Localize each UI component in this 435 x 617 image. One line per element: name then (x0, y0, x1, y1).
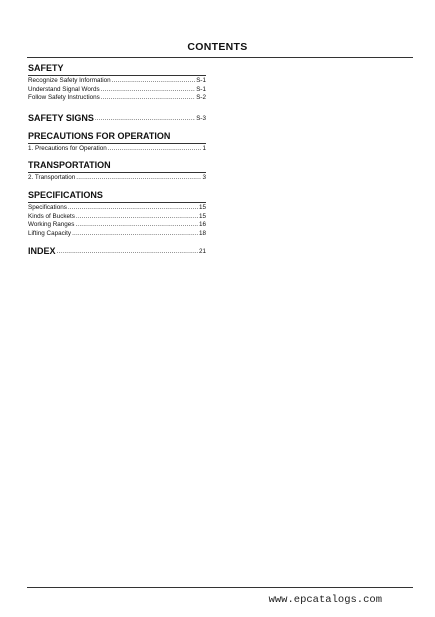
toc-entry-label: Working Ranges (28, 221, 75, 229)
toc-section-safety-signs (28, 112, 206, 124)
title-rule (27, 57, 413, 58)
toc-section-transportation (28, 160, 206, 183)
toc-entry-label: Follow Safety Instructions (28, 94, 100, 102)
leader-dots (76, 174, 201, 183)
toc-heading-safety: SAFETY (28, 63, 64, 73)
leader-dots (76, 213, 198, 222)
toc-heading-transportation: TRANSPORTATION (28, 160, 111, 171)
toc-entry-label: Specifications (28, 203, 67, 211)
footer-rule (27, 587, 413, 588)
toc-entry-page: 3 (202, 174, 206, 182)
toc-heading-specifications: SPECIFICATIONS (28, 189, 103, 200)
toc-entry-page: 18 (198, 229, 206, 237)
toc-heading-index: INDEX (28, 246, 56, 257)
toc-entry-label: Lifting Capacity (28, 229, 72, 237)
toc-entry-page: 16 (198, 221, 206, 229)
toc-entry-label: 2. Transportation (28, 174, 76, 182)
toc-entry-page: 15 (198, 203, 206, 211)
toc-entry-label: Understand Signal Words (28, 85, 100, 93)
leader-dots (72, 230, 198, 239)
leader-dots (68, 204, 198, 213)
section-rule (28, 143, 206, 144)
toc-entry-page: S-1 (196, 77, 206, 84)
toc-section-precautions (28, 131, 206, 154)
toc-entry[interactable] (28, 174, 206, 183)
section-rule (28, 75, 206, 76)
toc-heading-precautions: PRECAUTIONS FOR OPERATION (28, 130, 171, 141)
leader-dots (112, 77, 196, 86)
toc-entry-page: 1 (202, 144, 206, 152)
leader-dots (57, 245, 198, 257)
toc-heading-safety-signs: SAFETY SIGNS (28, 112, 94, 123)
toc-entry-label: 1. Precautions for Operation (28, 144, 107, 152)
toc-section-specifications (28, 190, 206, 238)
toc-entry[interactable] (28, 77, 206, 86)
toc-entry-label: Recognize Safety Information (28, 77, 111, 84)
toc-entry[interactable] (28, 213, 206, 222)
toc-section-index (28, 245, 206, 257)
toc-entry[interactable] (28, 221, 206, 230)
toc-entry-page: 15 (198, 212, 206, 220)
toc-entry[interactable] (28, 94, 206, 103)
toc-entry[interactable] (28, 145, 206, 154)
leader-dots (75, 221, 198, 230)
footer-url: www.epcatalogs.com (268, 594, 382, 606)
toc-entry[interactable] (28, 204, 206, 213)
toc-entry[interactable] (28, 230, 206, 239)
leader-dots (101, 94, 195, 103)
toc-section-safety (28, 63, 206, 103)
section-rule (28, 202, 206, 203)
leader-dots (108, 145, 202, 154)
toc-entry-page: S-1 (196, 85, 206, 93)
toc-entry-label: Kinds of Buckets (28, 212, 75, 220)
toc-entry-safety-signs[interactable] (28, 112, 206, 124)
page-title: CONTENTS (187, 41, 248, 53)
toc-entry-page: S-3 (196, 114, 206, 122)
toc-entry-page: S-2 (196, 94, 206, 102)
leader-dots (101, 86, 196, 95)
toc-entry-page: 21 (198, 248, 206, 256)
table-of-contents (28, 63, 206, 257)
toc-entry-index[interactable] (28, 245, 206, 257)
toc-entry[interactable] (28, 86, 206, 95)
leader-dots (95, 112, 195, 124)
section-rule (28, 172, 206, 173)
